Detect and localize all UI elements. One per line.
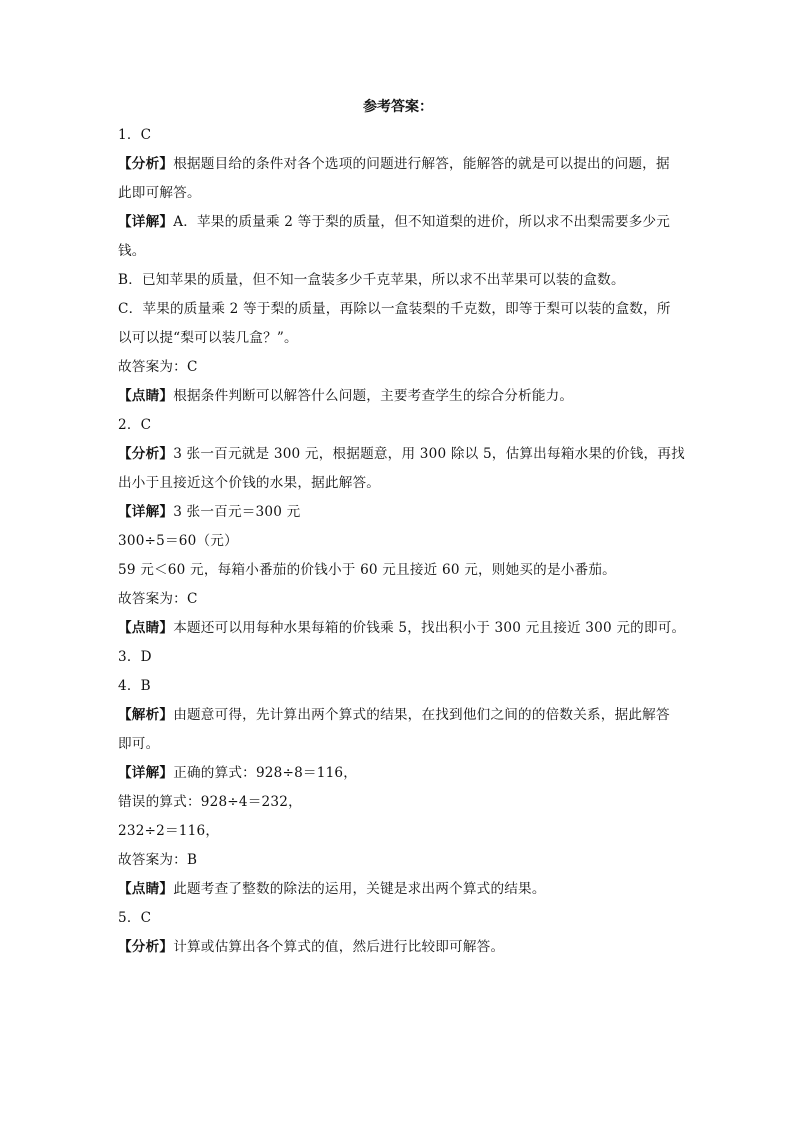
answer-line xyxy=(118,759,678,788)
section-tag: 【点睛】 xyxy=(118,881,174,897)
answer-line xyxy=(118,701,678,730)
line-text: 3．D xyxy=(118,649,152,665)
answer-line xyxy=(118,527,678,556)
answer-line xyxy=(118,353,678,382)
line-text: 错误的算式：928÷4＝232， xyxy=(118,794,302,810)
line-text: 故答案为：C xyxy=(118,359,198,375)
answer-line xyxy=(118,904,678,933)
answer-line xyxy=(118,846,678,875)
section-tag: 【点睛】 xyxy=(118,620,174,636)
section-tag: 【分析】 xyxy=(118,939,174,955)
answer-line xyxy=(118,179,678,208)
line-text: 钱。 xyxy=(118,243,146,259)
line-text: 出小于且接近这个价钱的水果，据此解答。 xyxy=(118,475,381,491)
line-text: 根据条件判断可以解答什么问题，主要考查学生的综合分析能力。 xyxy=(173,388,574,404)
section-tag: 【分析】 xyxy=(118,446,174,462)
answer-line xyxy=(118,121,678,150)
answer-line xyxy=(118,556,678,585)
line-text: 1．C xyxy=(118,127,152,143)
section-tag: 【详解】 xyxy=(118,765,174,781)
line-text: 本题还可以用每种水果每箱的价钱乘 5，找出积小于 300 元且接近 300 元的即可。 xyxy=(173,620,686,636)
line-text: 故答案为：C xyxy=(118,591,198,607)
line-text: 由题意可得，先计算出两个算式的结果，在找到他们之间的的倍数关系，据此解答 xyxy=(173,707,670,723)
line-text: 3 张一百元＝300 元 xyxy=(173,504,301,520)
section-tag: 【点睛】 xyxy=(118,388,174,404)
answer-line xyxy=(118,295,678,324)
line-text: 5．C xyxy=(118,910,152,926)
answer-line xyxy=(118,382,678,411)
line-text: 正确的算式：928÷8＝116， xyxy=(173,765,358,781)
line-text: 232÷2＝116， xyxy=(118,823,220,839)
section-tag: 【解析】 xyxy=(118,707,174,723)
answer-line xyxy=(118,498,678,527)
answer-line xyxy=(118,585,678,614)
answer-line xyxy=(118,788,678,817)
line-text: 故答案为：B xyxy=(118,852,198,868)
answer-line xyxy=(118,208,678,237)
line-text: 300÷5＝60（元） xyxy=(118,533,238,549)
answer-line xyxy=(118,614,686,643)
answer-line xyxy=(118,933,678,962)
line-text: A．苹果的质量乘 2 等于梨的质量，但不知道梨的进价，所以求不出梨需要多少元 xyxy=(173,214,671,230)
line-text: 4．B xyxy=(118,678,151,694)
answer-line xyxy=(118,469,678,498)
section-tag: 【分析】 xyxy=(118,156,174,172)
answer-line xyxy=(118,672,678,701)
answer-sheet xyxy=(118,96,686,962)
line-text: 计算或估算出各个算式的值，然后进行比较即可解答。 xyxy=(173,939,505,955)
line-text: 59 元＜60 元，每箱小番茄的价钱小于 60 元且接近 60 元，则她买的是小番茄。 xyxy=(118,562,616,578)
line-text: 即可。 xyxy=(118,736,160,752)
answer-line xyxy=(118,150,678,179)
answer-line xyxy=(118,817,678,846)
line-text: 此题考查了整数的除法的运用，关键是求出两个算式的结果。 xyxy=(173,881,546,897)
line-text: 此即可解答。 xyxy=(118,185,201,201)
line-text: 以可以提“梨可以装几盒？”。 xyxy=(118,330,298,346)
answer-line xyxy=(118,411,678,440)
answer-line xyxy=(118,730,678,759)
answer-line xyxy=(118,324,678,353)
line-text: C．苹果的质量乘 2 等于梨的质量，再除以一盒装梨的千克数，即等于梨可以装的盒数，所 xyxy=(118,301,671,317)
line-text: 2．C xyxy=(118,417,152,433)
answer-line xyxy=(118,643,678,672)
answer-line xyxy=(118,266,678,295)
answer-lines xyxy=(118,121,686,962)
answer-line xyxy=(118,875,678,904)
line-text: 3 张一百元就是 300 元，根据题意，用 300 除以 5，估算出每箱水果的价钱，再找 xyxy=(173,446,685,462)
line-text: B．已知苹果的质量，但不知一盒装多少千克苹果，所以求不出苹果可以装的盒数。 xyxy=(118,272,625,288)
answer-line xyxy=(118,237,678,266)
answer-line xyxy=(118,440,685,469)
section-tag: 【详解】 xyxy=(118,504,174,520)
page-title: 参考答案： xyxy=(363,99,433,115)
section-tag: 【详解】 xyxy=(118,214,174,230)
line-text: 根据题目给的条件对各个选项的问题进行解答，能解答的就是可以提出的问题，据 xyxy=(173,156,670,172)
